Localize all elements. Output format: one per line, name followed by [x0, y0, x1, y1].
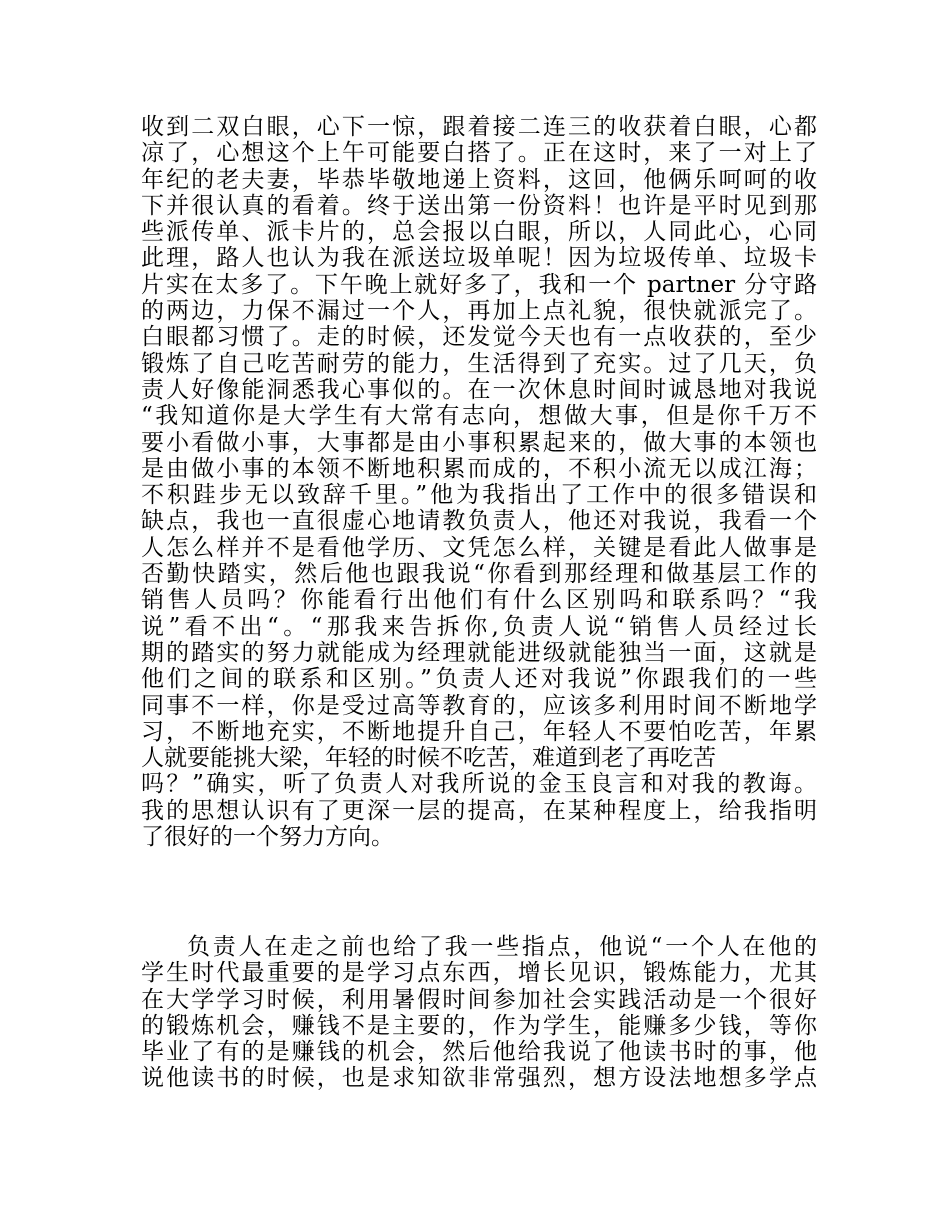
- text-line: 责人好像能洞悉我心事似的。在一次休息时间时诚恳地对我说: [141, 376, 817, 403]
- text-line: 缺点，我也一直很虚心地请教负责人，他还对我说，我看一个: [141, 508, 817, 535]
- text-line: 此理，路人也认为我在派送垃圾单呢！因为垃圾传单、垃圾卡: [141, 245, 817, 272]
- text-line: 在大学学习时候，利用暑假时间参加社会实践活动是一个很好: [141, 986, 817, 1013]
- text-line: 习，不断地充实，不断地提升自己，年轻人不要怕吃苦，年累: [141, 718, 817, 745]
- text-line: 吗？”确实，听了负责人对我所说的金玉良言和对我的教诲。: [141, 771, 817, 798]
- text-line: 的两边，力保不漏过一个人，再加上点礼貌，很快就派完了。: [141, 298, 817, 325]
- text-line: 是由做小事的本领不断地积累而成的，不积小流无以成江海；: [141, 455, 817, 482]
- text-line: 下并很认真的看着。终于送出第一份资料！也许是平时见到那: [141, 192, 817, 219]
- text-line: 说”看不出“。“那我来告拆你,负责人说“销售人员经过长: [141, 613, 817, 640]
- text-line: 些派传单、派卡片的，总会报以白眼，所以，人同此心，心同: [141, 219, 817, 246]
- paragraph-2: [141, 934, 817, 1092]
- text-line: 人就要能挑大梁，年轻的时候不吃苦，难道到老了再吃苦: [141, 745, 716, 772]
- text-line: 白眼都习惯了。走的时候，还发觉今天也有一点收获的，至少: [141, 324, 817, 351]
- text-line: 凉了，心想这个上午可能要白搭了。正在这时，来了一对上了: [141, 140, 817, 167]
- text-line: 年纪的老夫妻，毕恭毕敬地递上资料，这回，他俩乐呵呵的收: [141, 166, 817, 193]
- paragraph-1: [141, 114, 817, 850]
- text-line: 的锻炼机会，赚钱不是主要的，作为学生，能赚多少钱，等你: [141, 1012, 817, 1039]
- text-line: “我知道你是大学生有大常有志向，想做大事，但是你千万不: [141, 403, 817, 430]
- text-line: 锻炼了自己吃苦耐劳的能力，生活得到了充实。过了几天，负: [141, 350, 817, 377]
- text-line: 片实在太多了。下午晚上就好多了，我和一个 partner 分守路: [141, 271, 817, 298]
- text-line: 不积跬步无以致辞千里。”他为我指出了工作中的很多错误和: [141, 482, 817, 509]
- text-line: 同事不一样，你是受过高等教育的，应该多利用时间不断地学: [141, 692, 817, 719]
- text-line: 收到二双白眼，心下一惊，跟着接二连三的收获着白眼，心都: [141, 114, 817, 140]
- text-line: 他们之间的联系和区别。”负责人还对我说”你跟我们的一些: [141, 666, 817, 693]
- text-line: 否勤快踏实，然后他也跟我说“你看到那经理和做基层工作的: [141, 561, 817, 588]
- text-line: 负责人在走之前也给了我一些指点，他说“一个人在他的: [187, 934, 817, 960]
- text-line: 销售人员吗？你能看行出他们有什么区别吗和联系吗？“我: [141, 587, 817, 614]
- text-line: 了很好的一个努力方向。: [141, 824, 394, 851]
- text-line: 说他读书的时候，也是求知欲非常强烈，想方设法地想多学点: [141, 1065, 817, 1092]
- text-line: 要小看做小事，大事都是由小事积累起来的，做大事的本领也: [141, 429, 817, 456]
- text-line: 学生时代最重要的是学习点东西，增长见识，锻炼能力，尤其: [141, 960, 817, 987]
- text-line: 期的踏实的努力就能成为经理就能进级就能独当一面，这就是: [141, 639, 817, 666]
- text-line: 毕业了有的是赚钱的机会，然后他给我说了他读书时的事，他: [141, 1039, 817, 1066]
- text-line: 人怎么样并不是看他学历、文凭怎么样，关键是看此人做事是: [141, 534, 817, 561]
- text-line: 我的思想认识有了更深一层的提高，在某种程度上，给我指明: [141, 797, 817, 824]
